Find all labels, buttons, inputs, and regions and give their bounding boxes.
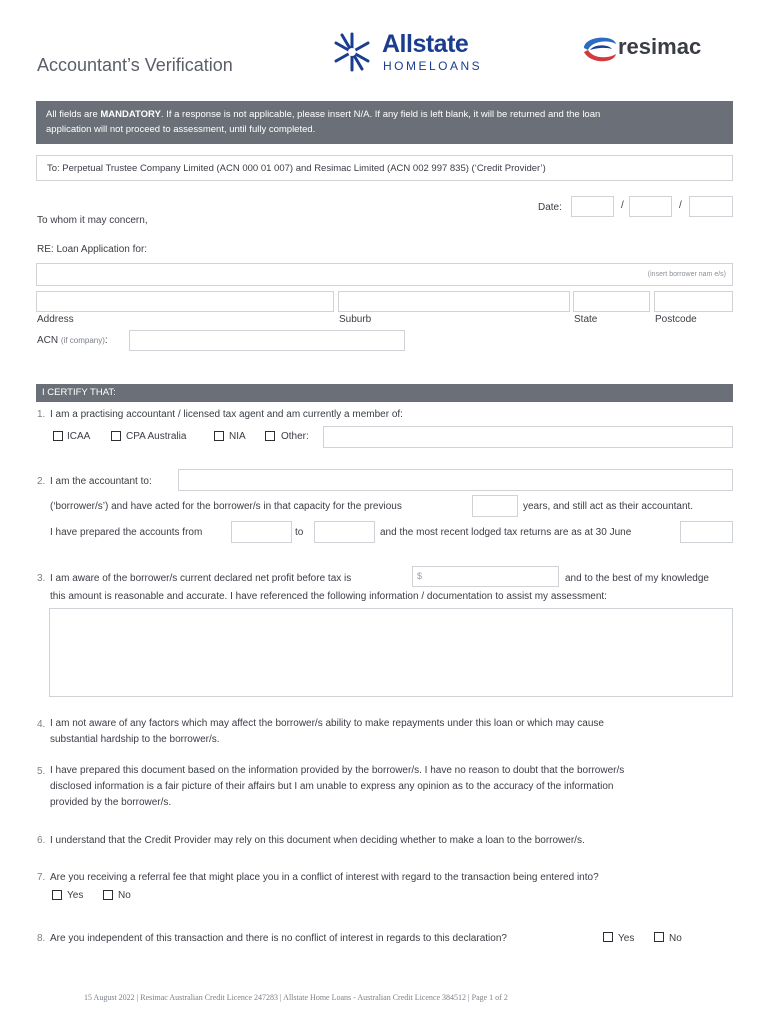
item-3-text: I am aware of the borrower/s current declared net profit before tax is xyxy=(50,573,352,584)
item-2-line2b: years, and still act as their accountant. xyxy=(523,501,694,512)
acn-colon: : xyxy=(104,335,108,346)
to-line-box xyxy=(36,155,733,181)
page-footer: 15 August 2022 | Resimac Australian Credit Licence 247283 | Allstate Home Loans - Australian Credit Licence 384512 | Page 1 of 2 xyxy=(84,993,508,1002)
item-2-text: I am the accountant to: xyxy=(50,476,152,487)
postcode-label: Postcode xyxy=(655,314,697,325)
allstate-logo-subtext: HOMELOANS xyxy=(383,59,483,73)
item-5-line2: disclosed information is a fair picture of their affairs but I am unable to express any opinion as to the accuracy of the information xyxy=(50,781,614,792)
item-8-number: 8. xyxy=(37,933,46,944)
acn-label-text: ACN xyxy=(37,335,59,346)
re-label: RE: Loan Application for: xyxy=(37,244,148,255)
item-2-number: 2. xyxy=(37,476,46,487)
date-label: Date: xyxy=(538,202,562,213)
allstate-logo-text: Allstate xyxy=(382,30,469,58)
allstate-star-icon xyxy=(330,30,374,74)
acn-label xyxy=(37,335,108,346)
other-checkbox[interactable] xyxy=(265,431,275,441)
acn-hint: (if company) xyxy=(60,336,105,345)
state-field[interactable] xyxy=(573,291,650,312)
acn-field[interactable] xyxy=(129,330,405,351)
notice-mandatory: MANDATORY xyxy=(100,109,161,120)
date-separator: / xyxy=(679,200,682,211)
nia-checkbox[interactable] xyxy=(214,431,224,441)
item-4-text xyxy=(50,716,734,748)
referral-fee-no-label: No xyxy=(118,890,131,901)
other-label: Other: xyxy=(281,431,309,442)
independent-no-label: No xyxy=(669,933,682,944)
item-7-number: 7. xyxy=(37,872,46,883)
accountant-to-field[interactable] xyxy=(178,469,733,491)
icaa-label: ICAA xyxy=(67,431,91,442)
referral-fee-no-checkbox[interactable] xyxy=(103,890,113,900)
cpa-label: CPA Australia xyxy=(126,431,187,442)
item-2-line2a: (‘borrower/s’) and have acted for the borrower/s in that capacity for the previous xyxy=(50,501,402,512)
item-5-line3: provided by the borrower/s. xyxy=(50,797,172,808)
assessment-documentation-field[interactable] xyxy=(49,608,733,697)
date-year-field[interactable] xyxy=(689,196,733,217)
notice-line2: application will not proceed to assessment, until fully completed. xyxy=(46,124,316,135)
item-3-number: 3. xyxy=(37,573,46,584)
independent-no-checkbox[interactable] xyxy=(654,932,664,942)
allstate-logo xyxy=(330,28,500,76)
item-7-text: Are you receiving a referral fee that might place you in a conflict of interest with regard to the transaction being entered into? xyxy=(50,872,599,883)
date-day-field[interactable] xyxy=(571,196,614,217)
icaa-checkbox[interactable] xyxy=(53,431,63,441)
item-5-number: 5. xyxy=(37,766,46,777)
item-2-line3c: and the most recent lodged tax returns are as at 30 June xyxy=(380,527,632,538)
other-membership-field[interactable] xyxy=(323,426,733,448)
years-field[interactable] xyxy=(472,495,518,517)
item-1-number: 1. xyxy=(37,409,46,420)
item-6-number: 6. xyxy=(37,835,46,846)
certify-header-text: I CERTIFY THAT: xyxy=(42,387,116,398)
accounts-to-field[interactable] xyxy=(314,521,375,543)
item-4-line1: I am not aware of any factors which may affect the borrower/s ability to make repayments under this loan or which may cause xyxy=(50,718,604,729)
referral-fee-yes-label: Yes xyxy=(67,890,84,901)
dollar-prefix: $ xyxy=(417,571,423,581)
item-5-line1: I have prepared this document based on the information provided by the borrower/s. I have no reason to doubt that the borrower/s xyxy=(50,765,625,776)
state-label: State xyxy=(574,314,598,325)
accounts-from-field[interactable] xyxy=(231,521,292,543)
item-6-text: I understand that the Credit Provider may rely on this document when deciding whether to make a loan to the borrower/s. xyxy=(50,835,585,846)
date-separator: / xyxy=(621,200,624,211)
suburb-label: Suburb xyxy=(339,314,372,325)
certify-header xyxy=(36,384,733,402)
date-month-field[interactable] xyxy=(629,196,672,217)
item-8-text: Are you independent of this transaction and there is no conflict of interest in regards to this declaration? xyxy=(50,933,507,944)
item-4-line2: substantial hardship to the borrower/s. xyxy=(50,734,220,745)
item-5-text xyxy=(50,763,734,811)
cpa-checkbox[interactable] xyxy=(111,431,121,441)
item-2-line3b: to xyxy=(295,527,304,538)
borrower-name-hint: (insert borrower nam e/s) xyxy=(647,271,726,278)
item-3-line2: this amount is reasonable and accurate. I have referenced the following information / documentation to assist my assessment: xyxy=(50,591,607,602)
resimac-logo-text: resimac xyxy=(618,34,702,59)
notice-rest: . If a response is not applicable, please insert N/A. If any field is left blank, it will be returned and the loan xyxy=(160,109,601,120)
independent-yes-checkbox[interactable] xyxy=(603,932,613,942)
net-profit-field[interactable] xyxy=(412,566,559,587)
nia-label: NIA xyxy=(229,431,246,442)
suburb-field[interactable] xyxy=(338,291,570,312)
tax-return-year-field[interactable] xyxy=(680,521,733,543)
address-label: Address xyxy=(37,314,74,325)
item-1-text: I am a practising accountant / licensed tax agent and am currently a member of: xyxy=(50,409,403,420)
address-field[interactable] xyxy=(36,291,334,312)
item-2-line3a: I have prepared the accounts from xyxy=(50,527,203,538)
item-3-after: and to the best of my knowledge xyxy=(565,573,709,584)
notice-lead: All fields are xyxy=(46,109,101,120)
mandatory-notice xyxy=(36,101,733,144)
page-title: Accountant’s Verification xyxy=(37,55,233,75)
item-4-number: 4. xyxy=(37,719,46,730)
to-line-text: To: Perpetual Trustee Company Limited (ACN 000 01 007) and Resimac Limited (ACN 002 997 835) (‘Credit Provider’) xyxy=(47,163,546,174)
resimac-swirl-icon xyxy=(580,32,620,66)
independent-yes-label: Yes xyxy=(618,933,635,944)
referral-fee-yes-checkbox[interactable] xyxy=(52,890,62,900)
resimac-logo xyxy=(580,32,740,68)
borrower-name-field[interactable] xyxy=(36,263,733,286)
postcode-field[interactable] xyxy=(654,291,733,312)
greeting: To whom it may concern, xyxy=(37,215,148,226)
